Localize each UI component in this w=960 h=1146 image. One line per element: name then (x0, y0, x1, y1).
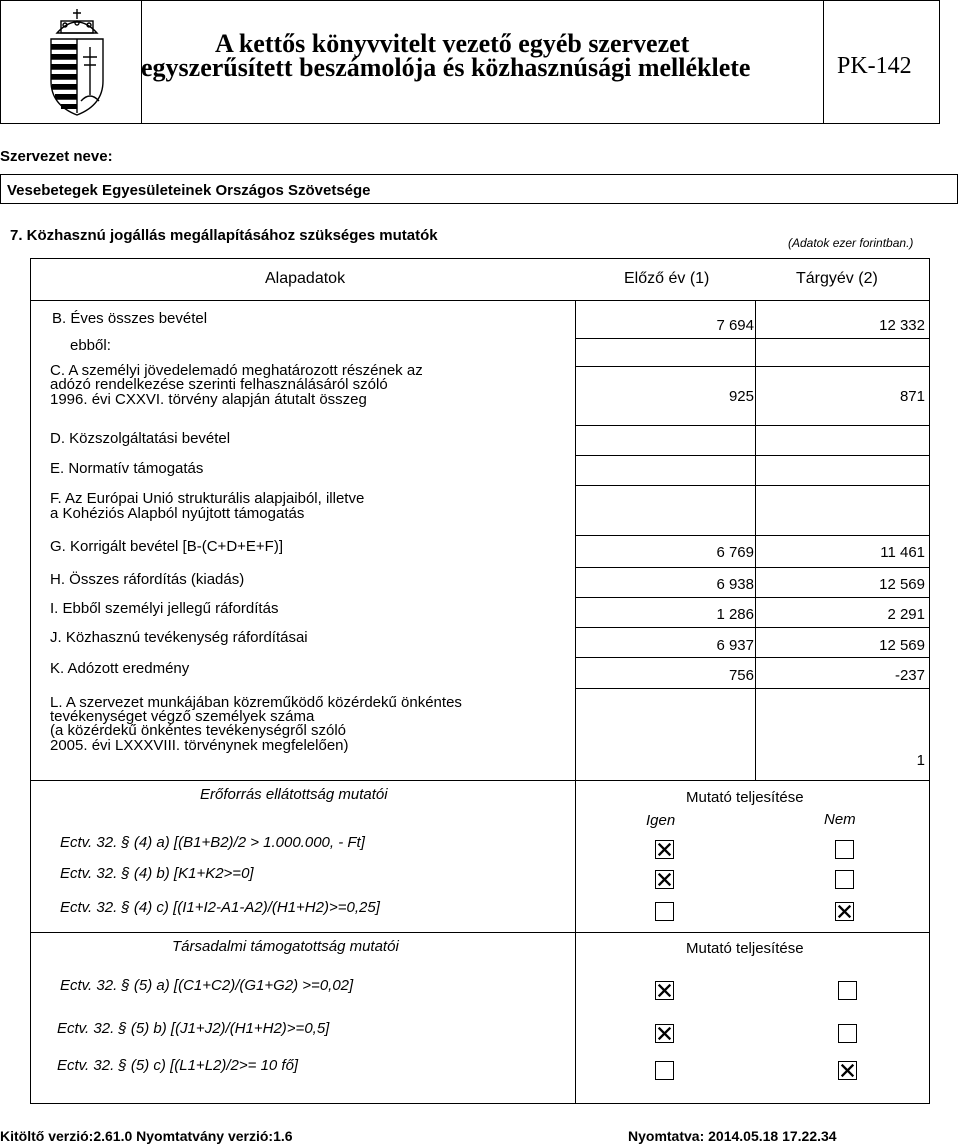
row-i-label: I. Ebből személyi jellegű ráfordítás (50, 600, 279, 617)
section-title: 7. Közhasznú jogállás megállapításához szükséges mutatók (10, 227, 438, 244)
check-mark-icon (656, 871, 673, 888)
row-j-prev: 6 937 (716, 637, 754, 654)
col-header-curr: Tárgyév (2) (796, 270, 878, 287)
row-l-label-2: tevékenységet végző személyek száma (50, 708, 315, 725)
row-e-label: E. Normatív támogatás (50, 460, 204, 477)
resources-fulfil-title: Mutató teljesítése (686, 789, 804, 806)
col-header-prev: Előző év (1) (624, 270, 710, 287)
social-row-1-label: Ectv. 32. § (5) a) [(C1+C2)/(G1+G2) >=0,02] (60, 977, 354, 994)
row-c-prev: 925 (728, 388, 754, 405)
col-header-base: Alapadatok (265, 270, 346, 287)
social-row-3-no-checkbox[interactable] (838, 1061, 857, 1080)
row-k-prev: 756 (728, 667, 754, 684)
resources-row-1-label: Ectv. 32. § (4) a) [(B1+B2)/2 > 1.000.000, - Ft] (60, 834, 365, 851)
row-l-label-1: L. A szervezet munkájában közreműködő közérdekű önkéntes (50, 694, 462, 711)
row-k-label: K. Adózott eredmény (50, 660, 190, 677)
social-title: Társadalmi támogatottság mutatói (172, 938, 399, 955)
resources-row-2-label: Ectv. 32. § (4) b) [K1+K2>=0] (60, 865, 254, 882)
footer-version: Kitöltő verzió:2.61.0 Nyomtatvány verzió:1.6 (0, 1128, 293, 1144)
check-mark-icon (836, 903, 853, 920)
check-mark-icon (656, 1025, 673, 1042)
resources-no-header: Nem (824, 811, 856, 828)
row-g-prev: 6 769 (716, 544, 754, 561)
resources-row-2-no-checkbox[interactable] (835, 870, 854, 889)
row-k-curr: -237 (894, 667, 925, 684)
row-l-label-4: 2005. évi LXXXVIII. törvénynek megfelelően) (50, 737, 349, 754)
row-h-label: H. Összes ráfordítás (kiadás) (50, 571, 245, 588)
row-b-label: B. Éves összes bevétel (52, 310, 208, 327)
row-l-label-3: (a közérdekű önkéntes tevékenységről szóló (50, 722, 347, 739)
check-mark-icon (656, 841, 673, 858)
footer-printed: Nyomtatva: 2014.05.18 17.22.34 (628, 1128, 837, 1144)
resources-row-1-yes-checkbox[interactable] (655, 840, 674, 859)
row-j-label: J. Közhasznú tevékenység ráfordításai (50, 629, 308, 646)
social-row-3-yes-checkbox[interactable] (655, 1061, 674, 1080)
resources-row-1-no-checkbox[interactable] (835, 840, 854, 859)
social-fulfil-title: Mutató teljesítése (686, 940, 804, 957)
row-f-label-2: a Kohéziós Alapból nyújtott támogatás (50, 505, 305, 522)
row-b-curr: 12 332 (879, 317, 925, 334)
row-i-prev: 1 286 (716, 606, 754, 623)
row-c-curr: 871 (899, 388, 925, 405)
resources-row-3-label: Ectv. 32. § (4) c) [(I1+I2-A1-A2)/(H1+H2)>=0,25] (60, 899, 380, 916)
social-row-3-label: Ectv. 32. § (5) c) [(L1+L2)/2>= 10 fő] (57, 1057, 299, 1074)
row-h-prev: 6 938 (716, 576, 754, 593)
social-row-1-no-checkbox[interactable] (838, 981, 857, 1000)
social-row-2-yes-checkbox[interactable] (655, 1024, 674, 1043)
row-j-curr: 12 569 (879, 637, 925, 654)
social-row-1-yes-checkbox[interactable] (655, 981, 674, 1000)
unit-note: (Adatok ezer forintban.) (788, 236, 914, 250)
resources-title: Erőforrás ellátottság mutatói (200, 786, 388, 803)
social-row-2-label: Ectv. 32. § (5) b) [(J1+J2)/(H1+H2)>=0,5] (57, 1020, 330, 1037)
form-title-line2: egyszerűsített beszámolója és közhasznúsági melléklete (141, 53, 751, 82)
row-l-curr: 1 (916, 752, 925, 769)
resources-row-2-yes-checkbox[interactable] (655, 870, 674, 889)
row-c-label-2: adózó rendelkezése szerinti felhasználásáról szóló (50, 376, 388, 393)
organization-name: Vesebetegek Egyesületeinek Országos Szövetsége (7, 182, 371, 199)
row-g-curr: 11 461 (880, 544, 925, 561)
resources-row-3-no-checkbox[interactable] (835, 902, 854, 921)
row-g-label: G. Korrigált bevétel [B-(C+D+E+F)] (50, 538, 283, 555)
row-of-which-label: ebből: (70, 337, 111, 354)
check-mark-icon (656, 982, 673, 999)
row-b-prev: 7 694 (716, 317, 754, 334)
row-h-curr: 12 569 (879, 576, 925, 593)
check-mark-icon (839, 1062, 856, 1079)
organization-label: Szervezet neve: (0, 148, 113, 165)
form-code: PK-142 (837, 53, 912, 79)
row-c-label-3: 1996. évi CXXVI. törvény alapján átutalt összeg (50, 391, 367, 408)
row-i-curr: 2 291 (887, 606, 925, 623)
row-f-label-1: F. Az Európai Unió strukturális alapjaiból, illetve (50, 490, 365, 507)
resources-row-3-yes-checkbox[interactable] (655, 902, 674, 921)
social-row-2-no-checkbox[interactable] (838, 1024, 857, 1043)
row-d-label: D. Közszolgáltatási bevétel (50, 430, 231, 447)
row-c-label-1: C. A személyi jövedelemadó meghatározott részének az (50, 362, 423, 379)
resources-yes-header: Igen (646, 812, 676, 829)
form-title-line1: A kettős könyvvitelt vezető egyéb szervezet (215, 29, 690, 58)
